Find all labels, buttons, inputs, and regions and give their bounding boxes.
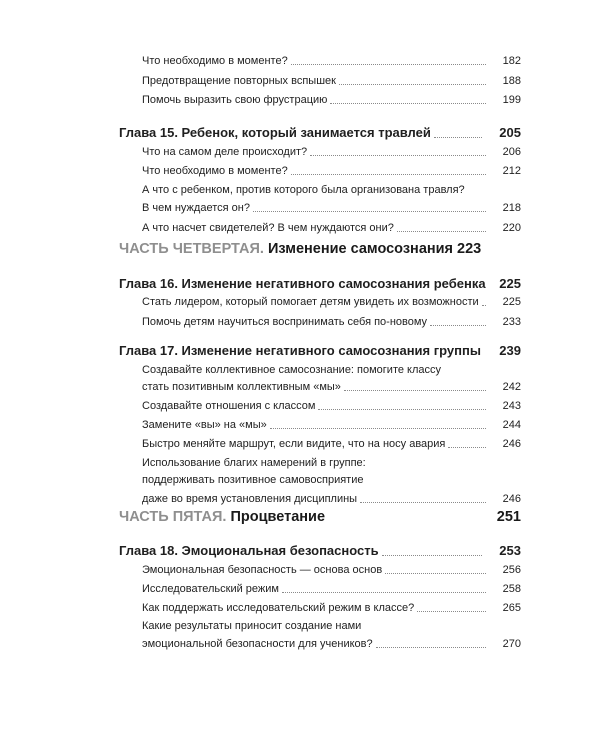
toc-entry-line[interactable] [0, 473, 600, 487]
toc-entry-page: 188 [502, 75, 521, 87]
part-label: ЧАСТЬ ПЯТАЯ. [119, 509, 227, 525]
chapter-title: Глава 18. Эмоциональная безопасность [119, 543, 379, 558]
toc-entry-line[interactable] [0, 363, 600, 377]
chapter-page: 253 [499, 543, 521, 558]
dot-leader [318, 409, 486, 410]
toc-entry-page: 242 [502, 381, 521, 393]
dot-leader [385, 573, 486, 574]
toc-entry[interactable] [0, 54, 600, 68]
toc-entry-title: В чем нуждается он? [142, 202, 250, 214]
dot-leader [482, 305, 486, 306]
dot-leader [382, 555, 482, 556]
toc-entry[interactable] [0, 399, 600, 413]
toc-entry-page: 246 [502, 438, 521, 450]
toc-entry-line[interactable] [0, 183, 600, 197]
dot-leader [376, 647, 486, 648]
toc-entry-title: Что необходимо в моменте? [142, 55, 288, 67]
part-name: Процветание [230, 509, 326, 525]
toc-entry[interactable] [0, 563, 600, 577]
dot-leader [282, 592, 486, 593]
dot-leader [291, 174, 486, 175]
toc-part-4[interactable] [0, 240, 600, 258]
part-name: Изменение самосознания [267, 241, 454, 257]
toc-entry-page: 270 [502, 638, 521, 650]
toc-entry[interactable] [0, 637, 600, 651]
toc-entry-title: Использование благих намерений в группе: [142, 457, 366, 469]
toc-entry-page: 244 [502, 419, 521, 431]
toc-entry-title: Как поддержать исследовательский режим в классе? [142, 602, 415, 614]
toc-entry-line[interactable] [0, 456, 600, 470]
toc-entry-page: 218 [502, 202, 521, 214]
toc-chapter-16[interactable] [0, 276, 600, 292]
toc-entry-title: Исследовательский режим [142, 583, 279, 595]
toc-entry-title: стать позитивным коллективным «мы» [142, 381, 341, 393]
toc-entry-title: Помочь выразить свою фрустрацию [142, 94, 328, 106]
toc-part-5[interactable] [0, 508, 600, 526]
toc-entry-page: 220 [502, 222, 521, 234]
toc-chapter-17[interactable] [0, 343, 600, 359]
chapter-title: Глава 15. Ребенок, который занимается травлей [119, 125, 431, 140]
toc-entry-title: Создавайте коллективное самосознание: помогите классу [142, 364, 442, 376]
toc-entry[interactable] [0, 74, 600, 88]
toc-entry[interactable] [0, 380, 600, 394]
toc-entry-title: поддерживать позитивное самовосприятие [142, 474, 364, 486]
toc-entry-page: 265 [502, 602, 521, 614]
dot-leader [397, 231, 486, 232]
toc-entry[interactable] [0, 201, 600, 215]
chapter-page: 205 [499, 125, 521, 140]
toc-entry-page: 206 [502, 146, 521, 158]
chapter-page: 239 [499, 343, 521, 358]
part-page: 223 [457, 241, 482, 257]
toc-entry-title: Что на самом деле происходит? [142, 146, 308, 158]
toc-entry[interactable] [0, 315, 600, 329]
toc-chapter-15[interactable] [0, 125, 600, 141]
dot-leader [430, 325, 486, 326]
toc-entry[interactable] [0, 221, 600, 235]
toc-entry[interactable] [0, 601, 600, 615]
toc-entry-page: 258 [502, 583, 521, 595]
toc-entry-title: Быстро меняйте маршрут, если видите, что на носу авария [142, 438, 446, 450]
toc-entry-title: Замените «вы» на «мы» [142, 419, 267, 431]
toc-entry-page: 233 [502, 316, 521, 328]
dot-leader [330, 103, 486, 104]
toc-entry-title: Предотвращение повторных вспышек [142, 75, 336, 87]
toc-entry-title: Стать лидером, который помогает детям увидеть их возможности [142, 296, 479, 308]
toc-entry-title: Эмоциональная безопасность — основа основ [142, 564, 383, 576]
part-page: 251 [496, 509, 521, 525]
toc-entry-title: Что необходимо в моменте? [142, 165, 288, 177]
toc-entry-page: 212 [502, 165, 521, 177]
toc-entry[interactable] [0, 418, 600, 432]
toc-entry[interactable] [0, 492, 600, 506]
chapter-page: 225 [499, 276, 521, 291]
toc-entry-line[interactable] [0, 619, 600, 633]
chapter-title: Глава 17. Изменение негативного самосознания группы [119, 343, 481, 358]
toc-entry-page: 256 [502, 564, 521, 576]
dot-leader [434, 137, 482, 138]
dot-leader [448, 447, 486, 448]
dot-leader [291, 64, 486, 65]
dot-leader [253, 211, 486, 212]
toc-entry-title: Помочь детям научиться воспринимать себя по-новому [142, 316, 428, 328]
toc-chapter-18[interactable] [0, 543, 600, 559]
toc-entry-page: 199 [502, 94, 521, 106]
chapter-title: Глава 16. Изменение негативного самосознания ребенка [119, 276, 486, 291]
toc-entry[interactable] [0, 164, 600, 178]
toc-entry[interactable] [0, 93, 600, 107]
dot-leader [344, 390, 486, 391]
toc-entry-title: даже во время установления дисциплины [142, 493, 358, 505]
dot-leader [360, 502, 486, 503]
toc-entry-page: 225 [502, 296, 521, 308]
dot-leader [310, 155, 486, 156]
toc-entry-page: 182 [502, 55, 521, 67]
dot-leader [270, 428, 486, 429]
toc-entry[interactable] [0, 295, 600, 309]
part-label: ЧАСТЬ ЧЕТВЕРТАЯ. [119, 241, 264, 257]
dot-leader [339, 84, 486, 85]
toc-entry[interactable] [0, 145, 600, 159]
toc-entry[interactable] [0, 582, 600, 596]
toc-entry-title: А что насчет свидетелей? В чем нуждаются они? [142, 222, 394, 234]
dot-leader [417, 611, 486, 612]
toc-entry-page: 246 [502, 493, 521, 505]
toc-entry-title: эмоциональной безопасности для учеников? [142, 638, 373, 650]
toc-entry-page: 243 [502, 400, 521, 412]
toc-entry-title: Создавайте отношения с классом [142, 400, 316, 412]
toc-entry-title: Какие результаты приносит создание нами [142, 620, 362, 632]
toc-entry[interactable] [0, 437, 600, 451]
toc-entry-title: А что с ребенком, против которого была организована травля? [142, 184, 465, 196]
